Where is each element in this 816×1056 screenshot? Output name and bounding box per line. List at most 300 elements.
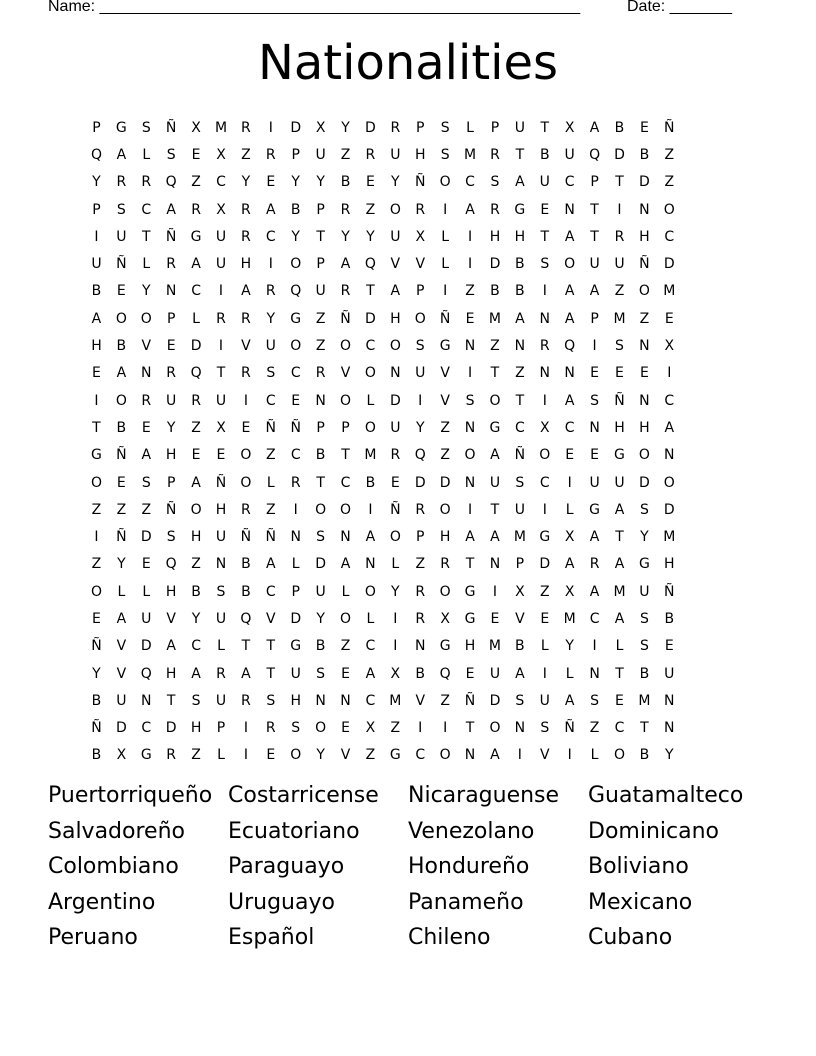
grid-letter: I xyxy=(567,474,572,491)
grid-letter: B xyxy=(315,447,326,464)
grid-letter: N xyxy=(464,747,476,764)
grid-letter: R xyxy=(166,747,177,764)
grid-letter: M xyxy=(638,692,651,709)
grid-letter: C xyxy=(589,610,600,627)
grid-letter: B xyxy=(91,283,102,300)
grid-letter: E xyxy=(141,419,151,436)
grid-letter: O xyxy=(364,419,376,436)
grid-letter: V xyxy=(440,365,450,382)
grid-letter: A xyxy=(515,665,525,682)
grid-letter: A xyxy=(614,556,625,573)
grid-letter: P xyxy=(92,119,101,136)
grid-letter: R xyxy=(589,556,600,573)
grid-letter: H xyxy=(165,665,177,682)
grid-letter: G xyxy=(464,610,476,627)
grid-letter: Z xyxy=(589,720,600,737)
grid-letter: Y xyxy=(341,119,350,136)
grid-letter: Z xyxy=(191,419,201,436)
grid-letter: N xyxy=(414,638,426,655)
grid-letter: L xyxy=(366,610,375,627)
grid-letter: V xyxy=(340,365,351,382)
grid-letter: R xyxy=(241,228,251,245)
grid-letter: S xyxy=(465,392,475,409)
grid-letter: Z xyxy=(490,338,500,355)
grid-letter: A xyxy=(589,583,600,600)
grid-letter: S xyxy=(116,201,126,218)
grid-letter: R xyxy=(166,365,177,382)
grid-letter: B xyxy=(614,119,625,136)
grid-letter: D xyxy=(290,119,302,136)
grid-letter: I xyxy=(467,365,473,382)
grid-letter: R xyxy=(241,365,251,382)
grid-letter: N xyxy=(564,201,575,218)
grid-letter: H xyxy=(165,583,177,600)
grid-letter: E xyxy=(92,365,101,382)
grid-letter: G xyxy=(589,501,600,518)
grid-letter: I xyxy=(667,365,672,382)
grid-letter: A xyxy=(589,119,600,136)
grid-letter: I xyxy=(368,501,373,518)
grid-letter: A xyxy=(340,256,351,273)
grid-letter: T xyxy=(341,447,350,464)
grid-letter: R xyxy=(415,201,426,218)
grid-letter: I xyxy=(443,201,448,218)
grid-letter: L xyxy=(540,638,549,655)
grid-letter: V xyxy=(266,610,276,627)
grid-letter: Z xyxy=(91,556,102,573)
grid-letter: A xyxy=(465,201,475,218)
grid-letter: N xyxy=(365,556,376,573)
grid-row xyxy=(84,578,732,605)
grid-letter: S xyxy=(141,474,151,491)
grid-letter: N xyxy=(639,392,650,409)
grid-row xyxy=(84,169,732,196)
word-list-item: Hondureño xyxy=(408,854,530,879)
grid-letter: T xyxy=(92,419,101,436)
grid-letter: I xyxy=(218,283,224,300)
grid-letter: I xyxy=(467,501,473,518)
grid-letter: E xyxy=(664,638,674,655)
grid-letter: Q xyxy=(439,665,451,682)
grid-letter: R xyxy=(191,201,201,218)
grid-letter: N xyxy=(315,692,326,709)
grid-letter: U xyxy=(116,228,127,245)
grid-letter: C xyxy=(141,720,152,737)
grid-letter: N xyxy=(639,338,650,355)
grid-letter: X xyxy=(440,610,450,627)
word-list-item: Salvadoreño xyxy=(48,818,185,844)
grid-letter: V xyxy=(390,256,401,273)
grid-letter: M xyxy=(488,638,501,655)
grid-letter: Y xyxy=(316,610,325,627)
grid-letter: O xyxy=(140,310,152,327)
grid-letter: E xyxy=(615,692,624,709)
grid-letter: G xyxy=(439,338,451,355)
word-list-item: Costarricense xyxy=(228,783,379,808)
grid-letter: N xyxy=(464,419,476,436)
grid-letter: S xyxy=(590,392,600,409)
grid-letter: B xyxy=(315,638,326,655)
grid-letter: G xyxy=(91,447,102,464)
grid-letter: X xyxy=(539,419,550,436)
grid-row xyxy=(84,496,732,523)
grid-letter: Y xyxy=(316,174,325,191)
grid-letter: B xyxy=(191,583,201,600)
grid-letter: R xyxy=(241,310,251,327)
grid-letter: X xyxy=(216,419,226,436)
grid-letter: S xyxy=(166,529,176,546)
grid-letter: A xyxy=(564,228,575,245)
grid-letter: N xyxy=(165,283,177,300)
grid-letter: O xyxy=(340,392,352,409)
grid-letter: U xyxy=(664,665,675,682)
word-list-item: Ecuatoriano xyxy=(228,818,360,844)
grid-letter: R xyxy=(265,283,276,300)
grid-letter: T xyxy=(615,665,624,682)
grid-letter: H xyxy=(390,310,401,327)
word-list-item: Uruguayo xyxy=(228,889,335,915)
grid-letter: B xyxy=(241,556,251,573)
grid-letter: N xyxy=(340,529,351,546)
grid-letter: P xyxy=(416,283,425,300)
grid-row xyxy=(84,196,732,223)
grid-letter: S xyxy=(166,146,176,163)
grid-letter: N xyxy=(639,201,650,218)
word-list-item: Panameño xyxy=(408,889,524,915)
grid-letter: Q xyxy=(564,338,576,355)
grid-letter: I xyxy=(542,501,547,518)
grid-letter: V xyxy=(141,338,152,355)
grid-letter: E xyxy=(191,146,201,163)
grid-letter: N xyxy=(340,692,351,709)
grid-letter: Q xyxy=(290,283,302,300)
grid-letter: R xyxy=(365,146,376,163)
grid-letter: B xyxy=(664,610,675,627)
grid-letter: E xyxy=(266,747,276,764)
grid-letter: N xyxy=(539,365,550,382)
grid-letter: Y xyxy=(166,419,176,436)
grid-letter: O xyxy=(340,610,352,627)
grid-letter: U xyxy=(141,610,152,627)
grid-letter: Y xyxy=(316,747,325,764)
grid-letter: N xyxy=(564,365,575,382)
grid-letter: A xyxy=(490,447,500,464)
grid-letter: R xyxy=(390,447,401,464)
grid-letter: L xyxy=(142,146,151,163)
grid-letter: Z xyxy=(415,556,426,573)
grid-letter: T xyxy=(316,474,325,491)
grid-letter: O xyxy=(439,174,451,191)
grid-letter: U xyxy=(589,256,600,273)
grid-letter: O xyxy=(663,201,675,218)
grid-letter: Y xyxy=(191,610,201,627)
grid-letter: Ñ xyxy=(439,310,451,327)
grid-letter: Y xyxy=(565,638,574,655)
grid-letter: N xyxy=(315,392,326,409)
grid-letter: A xyxy=(365,529,376,546)
grid-letter: G xyxy=(290,638,302,655)
grid-letter: A xyxy=(116,610,127,627)
grid-letter: Q xyxy=(165,174,177,191)
grid-letter: G xyxy=(190,228,202,245)
grid-letter: D xyxy=(439,474,451,491)
grid-letter: E xyxy=(341,720,350,737)
grid-letter: N xyxy=(589,419,600,436)
grid-letter: Ñ xyxy=(91,720,102,737)
grid-letter: A xyxy=(91,310,102,327)
grid-letter: A xyxy=(465,529,475,546)
grid-letter: H xyxy=(464,638,476,655)
grid-letter: E xyxy=(241,419,251,436)
grid-letter: Ñ xyxy=(116,447,127,464)
grid-letter: A xyxy=(515,310,525,327)
grid-letter: U xyxy=(514,119,525,136)
grid-letter: Ñ xyxy=(514,447,526,464)
grid-letter: T xyxy=(590,201,599,218)
grid-letter: H xyxy=(290,692,301,709)
grid-letter: Ñ xyxy=(165,228,177,245)
grid-letter: D xyxy=(639,174,650,191)
grid-letter: R xyxy=(216,310,226,327)
grid-letter: T xyxy=(515,146,525,163)
grid-letter: Z xyxy=(91,501,102,518)
grid-letter: E xyxy=(166,338,176,355)
grid-letter: Y xyxy=(266,310,276,327)
word-list-item: Mexicano xyxy=(588,889,693,915)
word-list-item: Boliviano xyxy=(588,854,689,879)
grid-letter: E xyxy=(92,610,101,627)
grid-letter: X xyxy=(116,747,127,764)
grid-letter: Y xyxy=(341,228,350,245)
grid-letter: U xyxy=(564,146,575,163)
grid-letter: Q xyxy=(589,146,601,163)
grid-letter: I xyxy=(94,529,99,546)
grid-letter: O xyxy=(489,392,501,409)
grid-letter: Q xyxy=(90,146,102,163)
grid-letter: A xyxy=(340,556,351,573)
grid-letter: Ñ xyxy=(390,501,401,518)
grid-letter: L xyxy=(615,638,624,655)
grid-letter: S xyxy=(266,365,276,382)
grid-letter: Z xyxy=(664,146,675,163)
grid-letter: X xyxy=(515,583,525,600)
grid-letter: Q xyxy=(414,447,426,464)
grid-letter: E xyxy=(590,365,599,382)
grid-letter: C xyxy=(265,583,276,600)
word-list-item: Paraguayo xyxy=(228,854,345,879)
grid-letter: M xyxy=(613,583,626,600)
grid-letter: S xyxy=(440,146,450,163)
grid-letter: Y xyxy=(640,529,649,546)
grid-letter: N xyxy=(215,556,227,573)
grid-letter: T xyxy=(141,228,151,245)
grid-letter: D xyxy=(539,556,551,573)
grid-letter: P xyxy=(515,556,525,573)
grid-letter: O xyxy=(240,474,252,491)
grid-letter: E xyxy=(216,447,226,464)
name-field: Name: ______________________________________________________ xyxy=(48,0,581,15)
grid-letter: S xyxy=(615,338,624,355)
grid-letter: H xyxy=(190,529,202,546)
grid-letter: R xyxy=(390,119,401,136)
grid-letter: G xyxy=(614,447,625,464)
grid-letter: O xyxy=(340,338,352,355)
grid-letter: S xyxy=(316,665,326,682)
grid-letter: U xyxy=(489,474,501,491)
grid-letter: E xyxy=(540,610,550,627)
grid-letter: Ñ xyxy=(340,310,351,327)
word-list-item: Venezolano xyxy=(408,818,535,844)
grid-letter: I xyxy=(418,720,423,737)
grid-letter: I xyxy=(567,747,572,764)
grid-letter: A xyxy=(564,310,575,327)
grid-letter: G xyxy=(638,556,650,573)
grid-letter: A xyxy=(515,174,525,191)
grid-letter: I xyxy=(542,665,547,682)
grid-letter: U xyxy=(215,692,227,709)
grid-letter: Z xyxy=(191,174,201,191)
grid-letter: Ñ xyxy=(165,119,177,136)
grid-letter: C xyxy=(340,474,351,491)
grid-letter: D xyxy=(140,529,152,546)
grid-letter: O xyxy=(539,447,551,464)
grid-letter: S xyxy=(415,338,425,355)
grid-letter: H xyxy=(215,501,227,518)
grid-letter: O xyxy=(190,501,202,518)
grid-letter: A xyxy=(141,447,152,464)
grid-letter: P xyxy=(166,310,176,327)
grid-letter: C xyxy=(265,392,276,409)
grid-letter: R xyxy=(116,174,127,191)
grid-letter: D xyxy=(639,474,650,491)
grid-letter: R xyxy=(191,392,201,409)
grid-letter: D xyxy=(290,610,302,627)
grid-letter: P xyxy=(216,720,226,737)
grid-letter: A xyxy=(589,529,600,546)
grid-letter: P xyxy=(416,529,425,546)
grid-letter: Z xyxy=(440,419,450,436)
grid-letter: T xyxy=(640,720,649,737)
word-list-item: Guatamalteco xyxy=(588,783,744,808)
word-list-item: Colombiano xyxy=(48,854,179,879)
grid-letter: T xyxy=(490,365,500,382)
grid-letter: H xyxy=(190,720,202,737)
grid-letter: I xyxy=(293,501,298,518)
grid-letter: B xyxy=(639,146,650,163)
grid-letter: S xyxy=(540,256,550,273)
grid-letter: B xyxy=(91,692,102,709)
grid-letter: U xyxy=(290,665,301,682)
grid-letter: I xyxy=(517,747,522,764)
grid-letter: E xyxy=(465,310,475,327)
grid-letter: C xyxy=(415,747,426,764)
grid-letter: Ñ xyxy=(664,119,675,136)
grid-letter: S xyxy=(141,119,151,136)
grid-letter: O xyxy=(340,501,352,518)
word-list-item: Puertorriqueño xyxy=(48,783,213,808)
grid-letter: G xyxy=(514,201,526,218)
grid-letter: Z xyxy=(365,747,376,764)
grid-letter: I xyxy=(218,338,224,355)
grid-letter: A xyxy=(166,638,176,655)
grid-letter: M xyxy=(364,447,377,464)
grid-letter: Y xyxy=(391,583,400,600)
grid-letter: R xyxy=(415,610,426,627)
grid-letter: T xyxy=(590,228,599,245)
grid-letter: Y xyxy=(665,747,674,764)
grid-letter: U xyxy=(315,283,326,300)
grid-letter: R xyxy=(166,256,177,273)
grid-letter: Y xyxy=(92,665,101,682)
grid-letter: U xyxy=(514,501,525,518)
grid-letter: T xyxy=(540,119,550,136)
grid-letter: P xyxy=(341,419,350,436)
grid-letter: I xyxy=(443,720,448,737)
grid-letter: L xyxy=(441,228,450,245)
grid-letter: O xyxy=(389,529,401,546)
grid-letter: Ñ xyxy=(614,392,625,409)
grid-letter: B xyxy=(290,201,301,218)
grid-letter: A xyxy=(266,201,276,218)
grid-letter: M xyxy=(513,529,526,546)
grid-letter: U xyxy=(215,256,227,273)
grid-letter: A xyxy=(564,283,575,300)
grid-letter: A xyxy=(490,529,500,546)
grid-letter: O xyxy=(90,474,102,491)
grid-letter: C xyxy=(141,201,152,218)
grid-letter: A xyxy=(614,501,625,518)
grid-letter: U xyxy=(315,146,326,163)
grid-letter: L xyxy=(117,583,126,600)
grid-letter: E xyxy=(116,474,126,491)
grid-letter: B xyxy=(639,665,650,682)
grid-letter: Ñ xyxy=(664,583,675,600)
grid-letter: Z xyxy=(266,501,276,518)
grid-letter: O xyxy=(638,447,650,464)
grid-letter: E xyxy=(540,201,550,218)
grid-letter: P xyxy=(490,119,500,136)
grid-letter: X xyxy=(315,119,326,136)
grid-letter: O xyxy=(389,338,401,355)
grid-letter: C xyxy=(614,720,625,737)
grid-letter: S xyxy=(540,720,550,737)
grid-letter: E xyxy=(365,174,375,191)
grid-letter: M xyxy=(464,146,477,163)
grid-letter: L xyxy=(217,638,225,655)
grid-letter: T xyxy=(490,501,500,518)
grid-row xyxy=(84,742,732,769)
grid-letter: T xyxy=(615,174,624,191)
grid-letter: H xyxy=(91,338,102,355)
grid-letter: L xyxy=(142,256,151,273)
grid-letter: O xyxy=(90,583,102,600)
grid-letter: E xyxy=(191,447,201,464)
page-title: Nationalities xyxy=(257,35,559,91)
grid-letter: R xyxy=(415,501,426,518)
grid-row xyxy=(84,715,732,742)
grid-row xyxy=(84,633,732,660)
grid-letter: R xyxy=(241,692,251,709)
word-list-item: Nicaraguense xyxy=(408,783,560,808)
grid-letter: T xyxy=(241,638,251,655)
grid-letter: X xyxy=(216,201,226,218)
grid-letter: L xyxy=(142,583,151,600)
grid-letter: P xyxy=(590,310,599,327)
grid-letter: Y xyxy=(291,174,300,191)
grid-letter: N xyxy=(390,365,401,382)
grid-letter: Y xyxy=(92,174,101,191)
grid-letter: C xyxy=(664,228,675,245)
